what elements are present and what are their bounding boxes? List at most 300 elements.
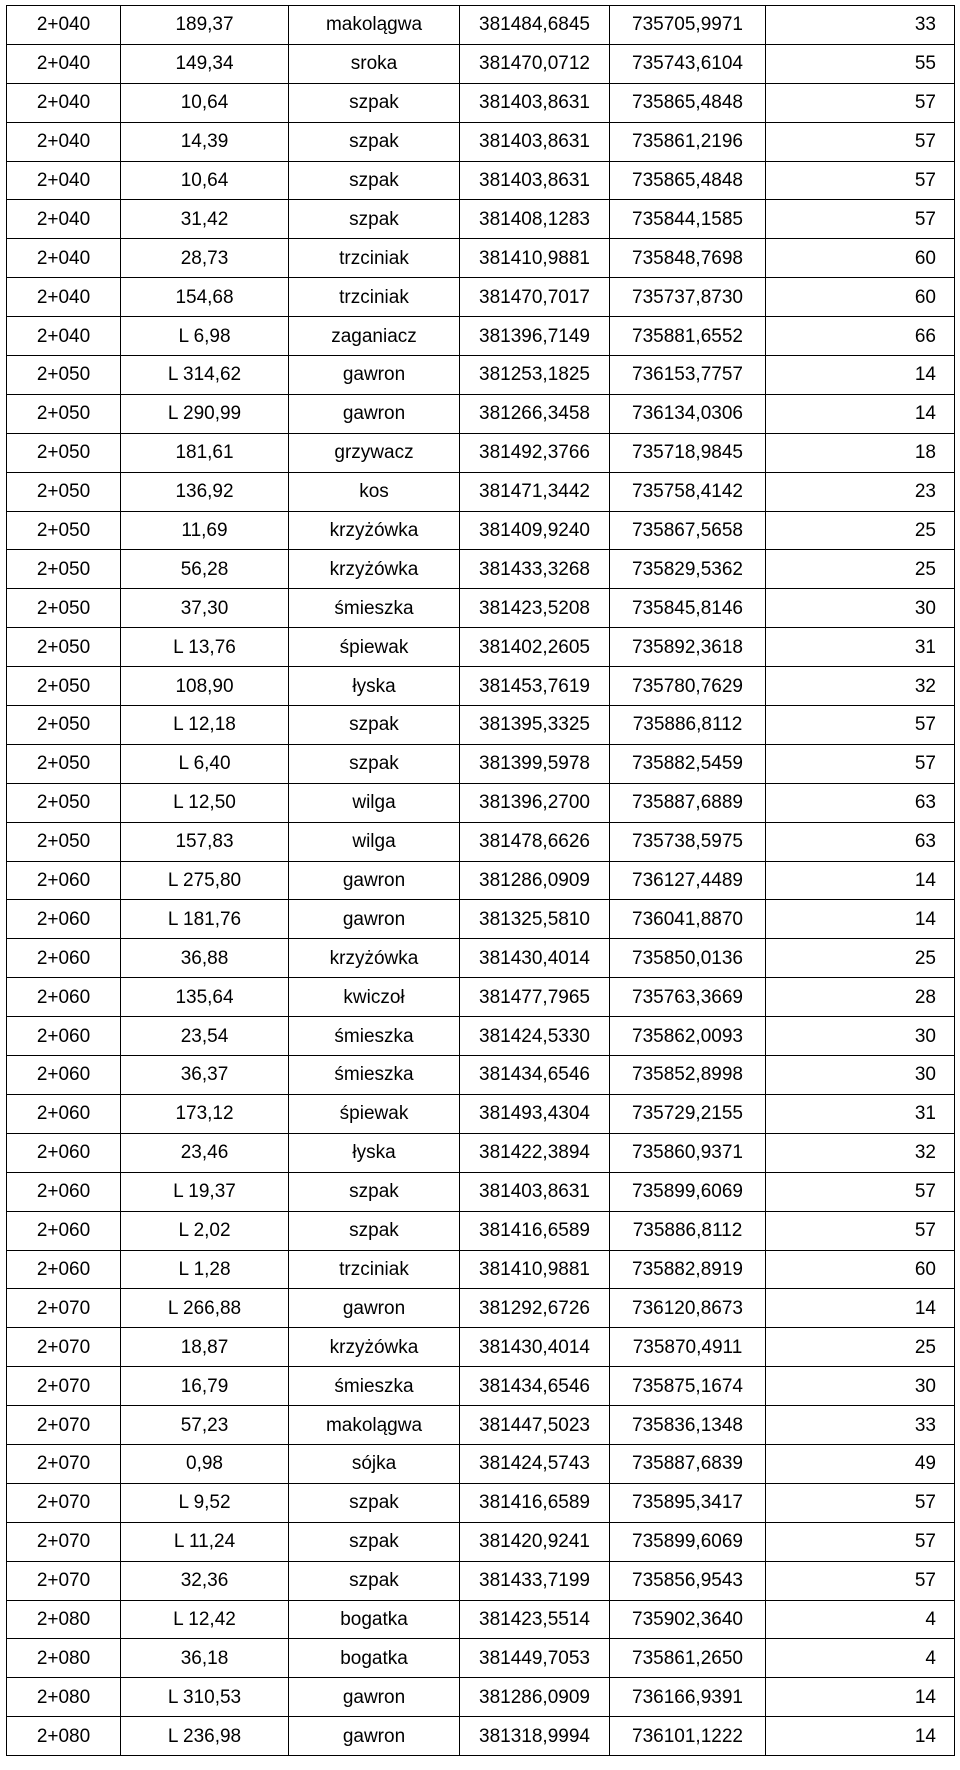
x-coordinate-cell: 381434,6546 — [460, 1367, 610, 1406]
table-row — [7, 1289, 955, 1328]
x-coordinate-cell: 381410,9881 — [460, 1250, 610, 1289]
table-body — [7, 6, 955, 1756]
species-code-cell: 33 — [766, 6, 955, 45]
table-row — [7, 1639, 955, 1678]
x-coordinate-cell: 381424,5743 — [460, 1444, 610, 1483]
species-code-cell: 57 — [766, 122, 955, 161]
chainage-cell: 2+060 — [7, 1056, 121, 1095]
chainage-cell: 2+070 — [7, 1406, 121, 1445]
x-coordinate-cell: 381449,7053 — [460, 1639, 610, 1678]
distance-cell: L 12,18 — [121, 706, 289, 745]
x-coordinate-cell: 381433,7199 — [460, 1561, 610, 1600]
chainage-cell: 2+050 — [7, 628, 121, 667]
species-code-cell: 30 — [766, 1056, 955, 1095]
distance-cell: 37,30 — [121, 589, 289, 628]
y-coordinate-cell: 735865,4848 — [610, 83, 766, 122]
y-coordinate-cell: 736166,9391 — [610, 1678, 766, 1717]
distance-cell: 0,98 — [121, 1444, 289, 1483]
species-code-cell: 28 — [766, 978, 955, 1017]
table-row — [7, 861, 955, 900]
y-coordinate-cell: 735867,5658 — [610, 511, 766, 550]
distance-cell: 56,28 — [121, 550, 289, 589]
chainage-cell: 2+040 — [7, 6, 121, 45]
species-code-cell: 63 — [766, 783, 955, 822]
distance-cell: 10,64 — [121, 161, 289, 200]
chainage-cell: 2+080 — [7, 1717, 121, 1756]
chainage-cell: 2+060 — [7, 861, 121, 900]
chainage-cell: 2+070 — [7, 1561, 121, 1600]
table-row — [7, 317, 955, 356]
species-code-cell: 14 — [766, 900, 955, 939]
y-coordinate-cell: 735763,3669 — [610, 978, 766, 1017]
species-code-cell: 57 — [766, 1172, 955, 1211]
species-cell: krzyżówka — [289, 550, 460, 589]
y-coordinate-cell: 735844,1585 — [610, 200, 766, 239]
distance-cell: 181,61 — [121, 433, 289, 472]
x-coordinate-cell: 381416,6589 — [460, 1483, 610, 1522]
species-code-cell: 49 — [766, 1444, 955, 1483]
x-coordinate-cell: 381403,8631 — [460, 83, 610, 122]
y-coordinate-cell: 735886,8112 — [610, 706, 766, 745]
y-coordinate-cell: 735780,7629 — [610, 667, 766, 706]
x-coordinate-cell: 381286,0909 — [460, 861, 610, 900]
distance-cell: L 236,98 — [121, 1717, 289, 1756]
distance-cell: 36,88 — [121, 939, 289, 978]
x-coordinate-cell: 381395,3325 — [460, 706, 610, 745]
table-row — [7, 394, 955, 433]
species-cell: łyska — [289, 667, 460, 706]
species-code-cell: 30 — [766, 1017, 955, 1056]
table-row — [7, 1172, 955, 1211]
species-code-cell: 14 — [766, 1717, 955, 1756]
x-coordinate-cell: 381403,8631 — [460, 1172, 610, 1211]
x-coordinate-cell: 381422,3894 — [460, 1133, 610, 1172]
chainage-cell: 2+040 — [7, 161, 121, 200]
table-row — [7, 1678, 955, 1717]
species-code-cell: 30 — [766, 1367, 955, 1406]
table-row — [7, 1600, 955, 1639]
y-coordinate-cell: 735862,0093 — [610, 1017, 766, 1056]
x-coordinate-cell: 381292,6726 — [460, 1289, 610, 1328]
chainage-cell: 2+070 — [7, 1328, 121, 1367]
chainage-cell: 2+070 — [7, 1289, 121, 1328]
x-coordinate-cell: 381416,6589 — [460, 1211, 610, 1250]
table-row — [7, 1444, 955, 1483]
y-coordinate-cell: 735850,0136 — [610, 939, 766, 978]
species-cell: wilga — [289, 822, 460, 861]
distance-cell: 149,34 — [121, 44, 289, 83]
y-coordinate-cell: 735895,3417 — [610, 1483, 766, 1522]
table-row — [7, 1133, 955, 1172]
table-row — [7, 6, 955, 45]
y-coordinate-cell: 736153,7757 — [610, 356, 766, 395]
table-row — [7, 511, 955, 550]
table-row — [7, 161, 955, 200]
table-row — [7, 939, 955, 978]
y-coordinate-cell: 735860,9371 — [610, 1133, 766, 1172]
y-coordinate-cell: 735887,6839 — [610, 1444, 766, 1483]
chainage-cell: 2+040 — [7, 83, 121, 122]
species-code-cell: 31 — [766, 1094, 955, 1133]
x-coordinate-cell: 381396,2700 — [460, 783, 610, 822]
chainage-cell: 2+040 — [7, 278, 121, 317]
species-code-cell: 25 — [766, 1328, 955, 1367]
document-page — [6, 5, 954, 1756]
y-coordinate-cell: 735836,1348 — [610, 1406, 766, 1445]
chainage-cell: 2+050 — [7, 783, 121, 822]
chainage-cell: 2+070 — [7, 1483, 121, 1522]
y-coordinate-cell: 735856,9543 — [610, 1561, 766, 1600]
chainage-cell: 2+050 — [7, 356, 121, 395]
distance-cell: L 275,80 — [121, 861, 289, 900]
table-row — [7, 1367, 955, 1406]
chainage-cell: 2+060 — [7, 1250, 121, 1289]
x-coordinate-cell: 381423,5208 — [460, 589, 610, 628]
table-row — [7, 706, 955, 745]
chainage-cell: 2+050 — [7, 822, 121, 861]
distance-cell: L 6,98 — [121, 317, 289, 356]
species-code-cell: 14 — [766, 1678, 955, 1717]
table-row — [7, 667, 955, 706]
species-cell: szpak — [289, 1522, 460, 1561]
distance-cell: 14,39 — [121, 122, 289, 161]
species-code-cell: 32 — [766, 1133, 955, 1172]
bird-observation-table — [6, 5, 955, 1756]
x-coordinate-cell: 381478,6626 — [460, 822, 610, 861]
x-coordinate-cell: 381493,4304 — [460, 1094, 610, 1133]
table-row — [7, 1406, 955, 1445]
chainage-cell: 2+040 — [7, 317, 121, 356]
species-cell: makolągwa — [289, 1406, 460, 1445]
table-row — [7, 978, 955, 1017]
species-cell: trzciniak — [289, 278, 460, 317]
species-code-cell: 57 — [766, 1211, 955, 1250]
table-row — [7, 1056, 955, 1095]
species-code-cell: 60 — [766, 239, 955, 278]
species-code-cell: 60 — [766, 278, 955, 317]
distance-cell: 108,90 — [121, 667, 289, 706]
chainage-cell: 2+040 — [7, 44, 121, 83]
chainage-cell: 2+050 — [7, 550, 121, 589]
species-code-cell: 57 — [766, 1483, 955, 1522]
distance-cell: L 266,88 — [121, 1289, 289, 1328]
table-row — [7, 550, 955, 589]
species-code-cell: 30 — [766, 589, 955, 628]
x-coordinate-cell: 381471,3442 — [460, 472, 610, 511]
species-cell: bogatka — [289, 1639, 460, 1678]
table-row — [7, 744, 955, 783]
chainage-cell: 2+050 — [7, 394, 121, 433]
x-coordinate-cell: 381470,7017 — [460, 278, 610, 317]
distance-cell: 36,37 — [121, 1056, 289, 1095]
species-cell: grzywacz — [289, 433, 460, 472]
chainage-cell: 2+060 — [7, 1211, 121, 1250]
species-code-cell: 14 — [766, 394, 955, 433]
distance-cell: 28,73 — [121, 239, 289, 278]
distance-cell: 31,42 — [121, 200, 289, 239]
y-coordinate-cell: 735729,2155 — [610, 1094, 766, 1133]
species-cell: trzciniak — [289, 1250, 460, 1289]
y-coordinate-cell: 735861,2650 — [610, 1639, 766, 1678]
species-cell: łyska — [289, 1133, 460, 1172]
y-coordinate-cell: 735852,8998 — [610, 1056, 766, 1095]
x-coordinate-cell: 381492,3766 — [460, 433, 610, 472]
y-coordinate-cell: 735899,6069 — [610, 1172, 766, 1211]
y-coordinate-cell: 735829,5362 — [610, 550, 766, 589]
y-coordinate-cell: 735882,5459 — [610, 744, 766, 783]
species-code-cell: 63 — [766, 822, 955, 861]
chainage-cell: 2+060 — [7, 1172, 121, 1211]
species-cell: gawron — [289, 1717, 460, 1756]
table-row — [7, 278, 955, 317]
species-cell: gawron — [289, 861, 460, 900]
species-cell: śpiewak — [289, 1094, 460, 1133]
y-coordinate-cell: 735887,6889 — [610, 783, 766, 822]
distance-cell: 189,37 — [121, 6, 289, 45]
species-cell: szpak — [289, 706, 460, 745]
distance-cell: 36,18 — [121, 1639, 289, 1678]
species-cell: śpiewak — [289, 628, 460, 667]
chainage-cell: 2+080 — [7, 1678, 121, 1717]
chainage-cell: 2+060 — [7, 1094, 121, 1133]
species-cell: szpak — [289, 1211, 460, 1250]
chainage-cell: 2+070 — [7, 1522, 121, 1561]
chainage-cell: 2+070 — [7, 1367, 121, 1406]
distance-cell: 16,79 — [121, 1367, 289, 1406]
distance-cell: L 12,50 — [121, 783, 289, 822]
species-cell: kos — [289, 472, 460, 511]
table-row — [7, 900, 955, 939]
distance-cell: 135,64 — [121, 978, 289, 1017]
species-cell: szpak — [289, 83, 460, 122]
species-cell: krzyżówka — [289, 511, 460, 550]
species-code-cell: 57 — [766, 83, 955, 122]
y-coordinate-cell: 735882,8919 — [610, 1250, 766, 1289]
chainage-cell: 2+050 — [7, 744, 121, 783]
x-coordinate-cell: 381424,5330 — [460, 1017, 610, 1056]
y-coordinate-cell: 735892,3618 — [610, 628, 766, 667]
species-code-cell: 14 — [766, 861, 955, 900]
y-coordinate-cell: 736120,8673 — [610, 1289, 766, 1328]
species-code-cell: 57 — [766, 200, 955, 239]
species-cell: krzyżówka — [289, 1328, 460, 1367]
chainage-cell: 2+050 — [7, 472, 121, 511]
species-code-cell: 57 — [766, 1522, 955, 1561]
x-coordinate-cell: 381266,3458 — [460, 394, 610, 433]
y-coordinate-cell: 736127,4489 — [610, 861, 766, 900]
distance-cell: 32,36 — [121, 1561, 289, 1600]
distance-cell: L 13,76 — [121, 628, 289, 667]
species-cell: gawron — [289, 356, 460, 395]
species-cell: szpak — [289, 122, 460, 161]
species-cell: szpak — [289, 744, 460, 783]
table-row — [7, 589, 955, 628]
chainage-cell: 2+060 — [7, 939, 121, 978]
species-code-cell: 25 — [766, 939, 955, 978]
distance-cell: L 290,99 — [121, 394, 289, 433]
species-code-cell: 32 — [766, 667, 955, 706]
x-coordinate-cell: 381434,6546 — [460, 1056, 610, 1095]
chainage-cell: 2+040 — [7, 239, 121, 278]
species-cell: śmieszka — [289, 1056, 460, 1095]
species-cell: szpak — [289, 161, 460, 200]
species-cell: śmieszka — [289, 589, 460, 628]
y-coordinate-cell: 735738,5975 — [610, 822, 766, 861]
species-code-cell: 4 — [766, 1600, 955, 1639]
chainage-cell: 2+070 — [7, 1444, 121, 1483]
distance-cell: 10,64 — [121, 83, 289, 122]
species-cell: zaganiacz — [289, 317, 460, 356]
chainage-cell: 2+040 — [7, 122, 121, 161]
table-row — [7, 356, 955, 395]
chainage-cell: 2+050 — [7, 667, 121, 706]
species-code-cell: 25 — [766, 511, 955, 550]
species-code-cell: 18 — [766, 433, 955, 472]
chainage-cell: 2+050 — [7, 589, 121, 628]
species-cell: szpak — [289, 1561, 460, 1600]
y-coordinate-cell: 735845,8146 — [610, 589, 766, 628]
table-row — [7, 1250, 955, 1289]
x-coordinate-cell: 381484,6845 — [460, 6, 610, 45]
species-cell: kwiczoł — [289, 978, 460, 1017]
species-cell: wilga — [289, 783, 460, 822]
species-code-cell: 25 — [766, 550, 955, 589]
x-coordinate-cell: 381408,1283 — [460, 200, 610, 239]
distance-cell: L 12,42 — [121, 1600, 289, 1639]
y-coordinate-cell: 735737,8730 — [610, 278, 766, 317]
y-coordinate-cell: 735705,9971 — [610, 6, 766, 45]
chainage-cell: 2+050 — [7, 706, 121, 745]
table-row — [7, 83, 955, 122]
table-row — [7, 1717, 955, 1756]
distance-cell: L 181,76 — [121, 900, 289, 939]
table-row — [7, 239, 955, 278]
species-code-cell: 55 — [766, 44, 955, 83]
table-row — [7, 472, 955, 511]
y-coordinate-cell: 735718,9845 — [610, 433, 766, 472]
species-code-cell: 57 — [766, 1561, 955, 1600]
distance-cell: 136,92 — [121, 472, 289, 511]
species-cell: szpak — [289, 1483, 460, 1522]
x-coordinate-cell: 381402,2605 — [460, 628, 610, 667]
chainage-cell: 2+050 — [7, 433, 121, 472]
table-row — [7, 122, 955, 161]
x-coordinate-cell: 381409,9240 — [460, 511, 610, 550]
table-row — [7, 628, 955, 667]
x-coordinate-cell: 381403,8631 — [460, 161, 610, 200]
distance-cell: 157,83 — [121, 822, 289, 861]
y-coordinate-cell: 735875,1674 — [610, 1367, 766, 1406]
x-coordinate-cell: 381420,9241 — [460, 1522, 610, 1561]
table-row — [7, 433, 955, 472]
chainage-cell: 2+060 — [7, 900, 121, 939]
species-code-cell: 57 — [766, 706, 955, 745]
species-cell: makolągwa — [289, 6, 460, 45]
species-cell: sroka — [289, 44, 460, 83]
distance-cell: 11,69 — [121, 511, 289, 550]
y-coordinate-cell: 736041,8870 — [610, 900, 766, 939]
table-row — [7, 200, 955, 239]
distance-cell: L 2,02 — [121, 1211, 289, 1250]
distance-cell: L 314,62 — [121, 356, 289, 395]
x-coordinate-cell: 381396,7149 — [460, 317, 610, 356]
y-coordinate-cell: 735861,2196 — [610, 122, 766, 161]
species-code-cell: 4 — [766, 1639, 955, 1678]
x-coordinate-cell: 381470,0712 — [460, 44, 610, 83]
y-coordinate-cell: 735902,3640 — [610, 1600, 766, 1639]
distance-cell: L 19,37 — [121, 1172, 289, 1211]
species-cell: bogatka — [289, 1600, 460, 1639]
x-coordinate-cell: 381253,1825 — [460, 356, 610, 395]
species-cell: krzyżówka — [289, 939, 460, 978]
x-coordinate-cell: 381477,7965 — [460, 978, 610, 1017]
species-code-cell: 33 — [766, 1406, 955, 1445]
x-coordinate-cell: 381325,5810 — [460, 900, 610, 939]
distance-cell: L 1,28 — [121, 1250, 289, 1289]
distance-cell: 23,46 — [121, 1133, 289, 1172]
x-coordinate-cell: 381453,7619 — [460, 667, 610, 706]
distance-cell: 23,54 — [121, 1017, 289, 1056]
y-coordinate-cell: 736134,0306 — [610, 394, 766, 433]
table-row — [7, 1483, 955, 1522]
table-row — [7, 1017, 955, 1056]
distance-cell: 154,68 — [121, 278, 289, 317]
species-code-cell: 60 — [766, 1250, 955, 1289]
chainage-cell: 2+060 — [7, 1017, 121, 1056]
chainage-cell: 2+060 — [7, 978, 121, 1017]
x-coordinate-cell: 381399,5978 — [460, 744, 610, 783]
table-row — [7, 1561, 955, 1600]
species-cell: śmieszka — [289, 1367, 460, 1406]
chainage-cell: 2+040 — [7, 200, 121, 239]
table-row — [7, 1328, 955, 1367]
table-row — [7, 44, 955, 83]
species-cell: szpak — [289, 200, 460, 239]
species-code-cell: 57 — [766, 744, 955, 783]
x-coordinate-cell: 381410,9881 — [460, 239, 610, 278]
x-coordinate-cell: 381430,4014 — [460, 939, 610, 978]
x-coordinate-cell: 381318,9994 — [460, 1717, 610, 1756]
table-row — [7, 822, 955, 861]
species-cell: gawron — [289, 394, 460, 433]
species-cell: gawron — [289, 1678, 460, 1717]
species-code-cell: 31 — [766, 628, 955, 667]
distance-cell: 18,87 — [121, 1328, 289, 1367]
chainage-cell: 2+050 — [7, 511, 121, 550]
y-coordinate-cell: 735743,6104 — [610, 44, 766, 83]
distance-cell: 57,23 — [121, 1406, 289, 1445]
y-coordinate-cell: 735758,4142 — [610, 472, 766, 511]
species-cell: szpak — [289, 1172, 460, 1211]
x-coordinate-cell: 381423,5514 — [460, 1600, 610, 1639]
species-cell: sójka — [289, 1444, 460, 1483]
x-coordinate-cell: 381286,0909 — [460, 1678, 610, 1717]
species-cell: trzciniak — [289, 239, 460, 278]
distance-cell: L 310,53 — [121, 1678, 289, 1717]
x-coordinate-cell: 381433,3268 — [460, 550, 610, 589]
y-coordinate-cell: 735848,7698 — [610, 239, 766, 278]
species-cell: gawron — [289, 1289, 460, 1328]
species-code-cell: 57 — [766, 161, 955, 200]
species-code-cell: 23 — [766, 472, 955, 511]
y-coordinate-cell: 735865,4848 — [610, 161, 766, 200]
table-row — [7, 1094, 955, 1133]
table-row — [7, 783, 955, 822]
table-row — [7, 1211, 955, 1250]
x-coordinate-cell: 381403,8631 — [460, 122, 610, 161]
chainage-cell: 2+080 — [7, 1600, 121, 1639]
y-coordinate-cell: 735870,4911 — [610, 1328, 766, 1367]
